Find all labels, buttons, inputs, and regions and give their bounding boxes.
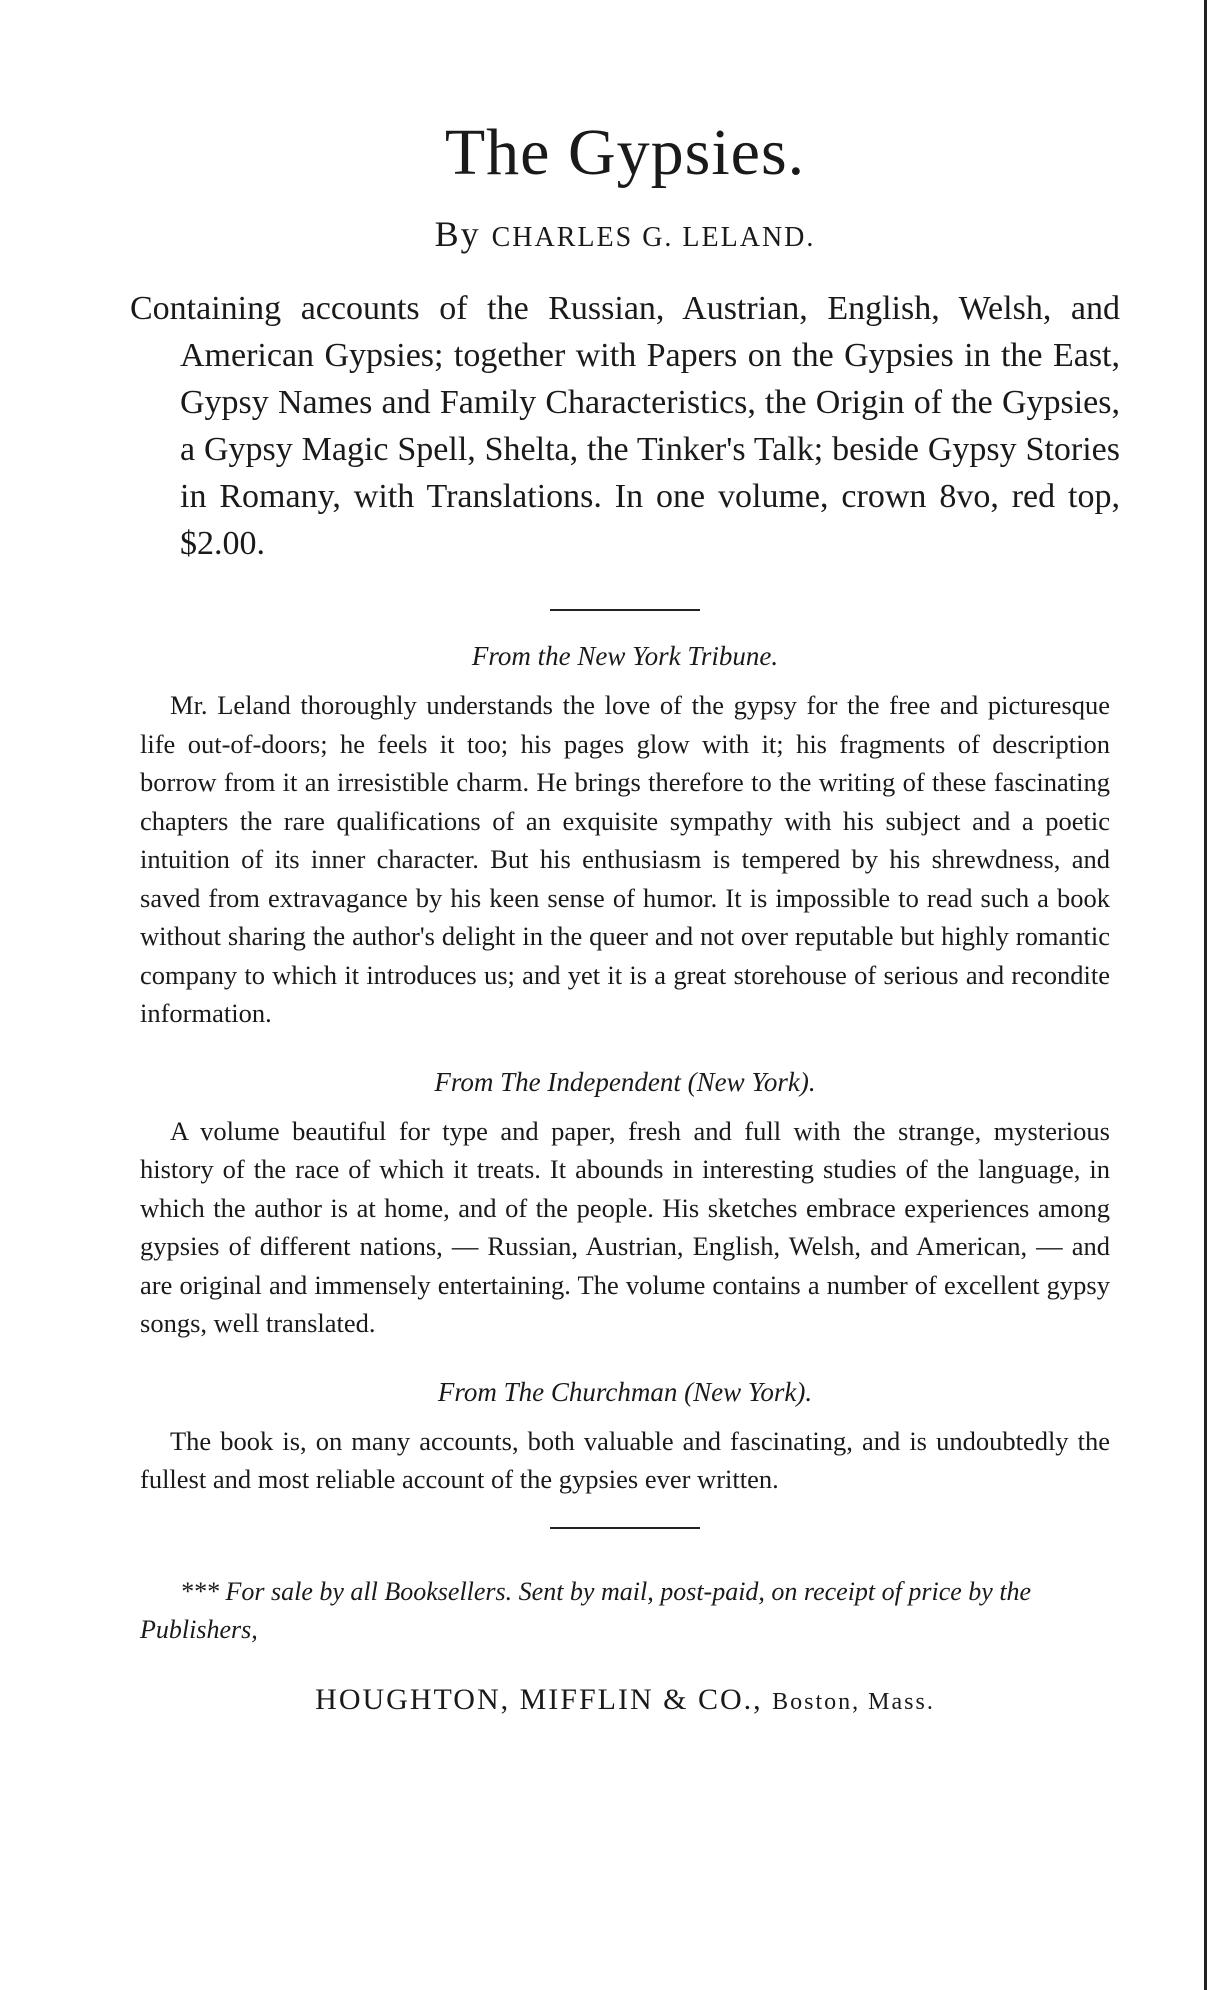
publisher-location: Boston, Mass. (772, 1688, 935, 1715)
page-edge (1204, 0, 1207, 1990)
review-text-churchman: The book is, on many accounts, both valuable and fascinating, and is undoubtedly the fullest and most reliable account of the gypsies ever written. (140, 1425, 1110, 1494)
advertisement-page (130, 95, 1120, 1717)
publisher-name: HOUGHTON, MIFFLIN & CO., (315, 1682, 763, 1716)
review-source-tribune: From the New York Tribune. (471, 641, 779, 671)
publisher-imprint (130, 1683, 1120, 1717)
author-name: CHARLES G. LELAND. (491, 222, 816, 253)
byline (130, 213, 1120, 255)
sales-note: *** For sale by all Booksellers. Sent by mail, post-paid, on receipt of price by the Publishers, (140, 1576, 1032, 1644)
review-source-churchman: From The Churchman (New York). (437, 1376, 813, 1407)
byline-prefix: By (434, 214, 481, 254)
book-title: The Gypsies. (444, 116, 806, 189)
book-description: Containing accounts of the Russian, Austrian, English, Welsh, and American Gypsies; together with Papers on the Gypsies in the East, Gypsy Names and Family Characteristics, the Origin of the Gypsies, a Gypsy Magic Spell, Shelta, the Tinker's Talk; beside Gypsy Stories in Romany, with Translations. In one volume, crown 8vo, red top, $2.00. (130, 290, 1120, 562)
divider-rule (550, 609, 700, 611)
review-text-independent: A volume beautiful for type and paper, fresh and full with the strange, mysterious history of the race of which it treats. It abounds in interesting studies of the language, in which the author is at home, and of the people. His sketches embrace experiences among gypsies of different nations, — Russian, Austrian, English, Welsh, and American, — and are original and immensely entertaining. The volume contains a number of excellent gypsy songs, well translated. (140, 1115, 1110, 1338)
review-text-tribune: Mr. Leland thoroughly understands the love of the gypsy for the free and picturesque life out-of-doors; he feels it too; his pages glow with it; his fragments of description borrow from it an irresistible charm. He brings therefore to the writing of these fascinating chapters the rare qualifications of an exquisite sympathy with his subject and a poetic intuition of its inner character. But his enthusiasm is tempered by his shrewdness, and saved from extravagance by his keen sense of humor. It is impossible to read such a book without sharing the author's delight in the queer and not over reputable but highly romantic company to which it introduces us; and yet it is a great storehouse of serious and recondite information. (140, 690, 1110, 1028)
divider-rule (550, 1527, 700, 1529)
review-source-independent: From The Independent (New York). (434, 1066, 816, 1097)
